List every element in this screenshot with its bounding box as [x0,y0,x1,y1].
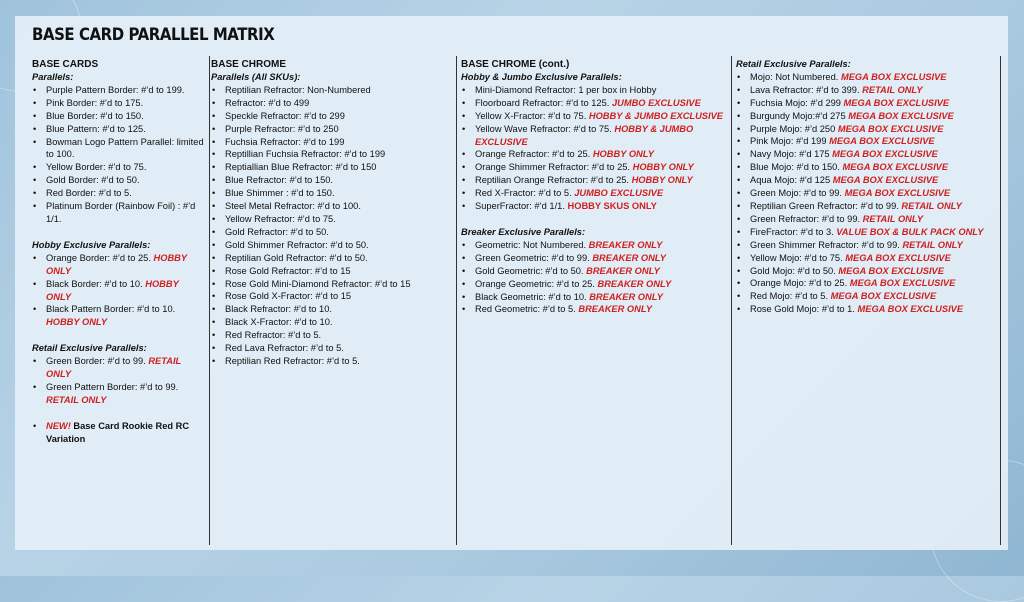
item-text: Green Pattern Border: #’d to 99. [46,381,179,392]
exclusive-tag: BREAKER ONLY [597,278,672,289]
parallel-list [32,252,205,329]
item-text: Aqua Mojo: #’d 125 [750,175,833,186]
item-text: SuperFractor: #’d 1/1. [475,201,568,212]
exclusive-tag: MEGA BOX EXCLUSIVE [845,252,951,263]
list-item [736,277,996,290]
list-item: • Pink Border: #’d to 175. [32,97,205,110]
section-subheading: Hobby Exclusive Parallels: [32,239,151,250]
exclusive-tag: RETAIL ONLY [862,213,924,224]
list-item: • Reptillian Fuchsia Refractor: #’d to 199 [211,148,452,161]
item-text: FireFractor: #’d to 3. [750,226,837,237]
list-item [461,278,727,291]
list-item: • Reptilian Gold Refractor: #’d to 50. [211,252,452,265]
section-subheading: Retail Exclusive Parallels: [736,59,851,69]
item-text: Mini-Diamond Refractor: 1 per box in Hobby [475,84,657,95]
list-item [736,200,996,213]
list-item: • Speckle Refractor: #’d to 299 [211,110,452,123]
item-text: Gold Geometric: #’d to 50. [475,265,587,276]
list-item [736,161,996,174]
list-item [461,187,727,200]
exclusive-tag: HOBBY ONLY [631,175,693,186]
page-title: BASE CARD PARALLEL MATRIX [32,25,275,45]
exclusive-tag: MEGA BOX EXCLUSIVE [842,162,949,173]
list-item [736,252,996,265]
exclusive-tag: RETAIL ONLY [901,200,962,211]
list-item [736,226,996,239]
item-text: Rose Gold Mojo: #’d to 1. [750,304,858,315]
item-text: Green Geometric: #’d to 99. [475,252,593,263]
exclusive-tag: BREAKER ONLY [592,252,667,263]
item-text: Orange Mojo: #’d to 25. [750,278,850,289]
list-item [461,200,727,213]
list-item [736,71,996,84]
exclusive-tag: MEGA BOX EXCLUSIVE [848,110,954,121]
exclusive-tag: RETAIL ONLY [862,84,923,95]
exclusive-tag: HOBBY ONLY [46,278,179,302]
exclusive-tag: MEGA BOX EXCLUSIVE [840,71,947,82]
list-item: • Reptiallian Blue Refractor: #’d to 150 [211,161,452,174]
list-item: • Red Refractor: #’d to 5. [211,329,452,342]
list-item [736,110,996,123]
exclusive-tag: MEGA BOX EXCLUSIVE [838,265,944,276]
exclusive-tag: RETAIL ONLY [46,394,107,405]
parallel-list [736,71,996,316]
list-item [32,420,205,446]
item-text: Gold Mojo: #’d to 50. [750,265,839,276]
item-text: Base Card Rookie Red RC Variation [46,420,190,444]
list-item: • Black Refractor: #’d to 10. [211,303,452,316]
exclusive-tag: MEGA BOX EXCLUSIVE [843,97,950,108]
exclusive-tag: VALUE BOX & BULK PACK ONLY [836,226,984,237]
list-item [461,265,727,278]
item-text: Geometric: Not Numbered. [475,239,589,250]
item-text: Yellow X-Fractor: #’d to 75. [475,110,589,121]
column-retail-exclusive [732,56,1001,545]
list-item [461,174,727,187]
item-text: Reptilian Green Refractor: #’d to 99. [750,200,902,211]
item-text: Navy Mojo: #’d 175 [750,149,833,160]
item-text: Lava Refractor: #’d to 399. [750,84,863,95]
column-base-cards [28,56,210,545]
list-item [461,123,727,149]
list-item [461,110,727,123]
exclusive-tag: BREAKER ONLY [586,265,660,276]
exclusive-tag: BREAKER ONLY [588,239,663,250]
item-text: Black Geometric: #’d to 10. [475,291,590,302]
list-item: • Yellow Border: #’d to 75. [32,161,205,174]
list-item [736,148,996,161]
list-item: • Rose Gold Mini-Diamond Refractor: #’d to 15 [211,278,452,291]
list-item: • Blue Refractor: #’d to 150. [211,174,452,187]
exclusive-tag: JUMBO EXCLUSIVE [611,97,701,108]
item-text: Red Mojo: #’d to 5. [750,291,831,302]
list-item: • Platinum Border (Rainbow Foil) : #’d 1/1. [32,200,205,226]
list-item [736,265,996,278]
list-item [461,84,727,97]
section-subheading: Retail Exclusive Parallels: [32,343,147,354]
exclusive-tag: BREAKER ONLY [578,304,653,315]
item-text: Yellow Mojo: #’d to 75. [750,252,846,263]
list-item: • Gold Border: #’d to 50. [32,174,205,187]
exclusive-tag: JUMBO EXCLUSIVE [574,188,664,199]
content-panel [15,16,1008,550]
item-text: Yellow Wave Refractor: #’d to 75. [475,123,615,134]
list-item [736,303,996,316]
exclusive-tag: HOBBY SKUS ONLY [567,201,657,212]
list-item: • Red Lava Refractor: #’d to 5. [211,342,452,355]
list-item [736,174,996,187]
section-subheading: Parallels (All SKUs): [211,72,301,82]
item-text: Green Shimmer Refractor: #’d to 99. [750,239,903,250]
exclusive-tag: MEGA BOX EXCLUSIVE [849,278,956,289]
exclusive-tag: MEGA BOX EXCLUSIVE [844,188,951,199]
section-subheading: Parallels: [32,72,74,82]
item-text: Green Border: #’d to 99. [46,356,149,367]
exclusive-tag: RETAIL ONLY [46,356,182,380]
list-item [32,252,205,278]
exclusive-tag: MEGA BOX EXCLUSIVE [829,136,935,147]
list-item: • Reptilian Red Refractor: #’d to 5. [211,355,452,368]
exclusive-tag: MEGA BOX EXCLUSIVE [830,291,937,302]
parallel-list [461,84,727,213]
item-text: Floorboard Refractor: #’d to 125. [475,97,612,108]
list-item [736,239,996,252]
list-item: • Blue Border: #’d to 150. [32,110,205,123]
parallel-list [211,84,452,368]
item-text: Pink Mojo: #’d 199 [750,136,830,147]
list-item: • Fuchsia Refractor: #’d to 199 [211,136,452,149]
list-item [736,213,996,226]
column-heading: BASE CARDS [32,59,99,70]
list-item: • Black X-Fractor: #’d to 10. [211,316,452,329]
list-item [461,252,727,265]
exclusive-tag: HOBBY & JUMBO EXCLUSIVE [588,110,723,121]
list-item [32,278,205,304]
parallel-list [32,84,205,226]
item-text: Green Refractor: #’d to 99. [750,213,863,224]
parallel-list [461,239,727,316]
column-base-chrome [207,56,457,545]
list-item [736,135,996,148]
item-text: Orange Border: #’d to 25. [46,252,154,263]
item-text: Orange Shimmer Refractor: #’d to 25. [475,162,633,173]
list-item: • Rose Gold X-Fractor: #’d to 15 [211,290,452,303]
list-item: • Red Border: #’d to 5. [32,187,205,200]
parallel-list [32,420,205,446]
list-item [461,303,727,316]
item-text: Green Mojo: #’d to 99. [750,188,845,199]
list-item: • Blue Pattern: #’d to 125. [32,123,205,136]
list-item: • Purple Refractor: #’d to 250 [211,123,452,136]
list-item: • Gold Refractor: #’d to 50. [211,226,452,239]
parallel-list [32,355,205,407]
list-item: • Purple Pattern Border: #’d to 199. [32,84,205,97]
item-text: Mojo: Not Numbered. [750,71,841,82]
list-item: • Yellow Refractor: #’d to 75. [211,213,452,226]
list-item [736,97,996,110]
exclusive-tag: HOBBY ONLY [592,149,654,160]
item-text: Purple Mojo: #’d 250 [750,123,838,134]
list-item [736,290,996,303]
list-item: • Steel Metal Refractor: #’d to 100. [211,200,452,213]
list-item [461,291,727,304]
list-item: • Refractor: #’d to 499 [211,97,452,110]
item-text: Red X-Fractor: #’d to 5. [475,188,575,199]
list-item: • Rose Gold Refractor: #’d to 15 [211,265,452,278]
exclusive-tag: MEGA BOX EXCLUSIVE [857,304,964,315]
list-item [32,355,205,381]
item-text: Black Border: #’d to 10. [46,278,146,289]
section-subheading: Breaker Exclusive Parallels: [461,226,586,237]
exclusive-tag: HOBBY ONLY [46,252,187,276]
item-text: Red Geometric: #’d to 5. [475,304,579,315]
item-text: Orange Refractor: #’d to 25. [475,149,593,160]
list-item: • Reptilian Refractor: Non-Numbered [211,84,452,97]
list-item [736,187,996,200]
list-item [32,303,205,329]
list-item [461,97,727,110]
exclusive-tag: MEGA BOX EXCLUSIVE [832,175,939,186]
list-item [461,161,727,174]
item-text: Orange Geometric: #’d to 25. [475,278,598,289]
exclusive-tag: HOBBY ONLY [46,317,108,328]
list-item [736,84,996,97]
item-text: Reptilian Orange Refractor: #’d to 25. [475,175,632,186]
column-heading: BASE CHROME [211,59,287,70]
exclusive-tag: BREAKER ONLY [589,291,663,302]
item-text: Fuchsia Mojo: #’d 299 [750,97,844,108]
item-text: Black Pattern Border: #’d to 10. [46,304,176,315]
exclusive-tag: MEGA BOX EXCLUSIVE [832,149,938,160]
list-item [461,239,727,252]
column-base-chrome-cont [457,56,732,545]
exclusive-tag: RETAIL ONLY [902,239,963,250]
exclusive-tag: MEGA BOX EXCLUSIVE [837,123,944,134]
column-heading: BASE CHROME (cont.) [461,59,570,70]
list-item [461,148,727,161]
new-badge: NEW! [46,420,71,431]
list-item: • Gold Shimmer Refractor: #’d to 50. [211,239,452,252]
list-item: • Blue Shimmer : #’d to 150. [211,187,452,200]
list-item: • Bowman Logo Pattern Parallel: limited to 100. [32,136,205,162]
exclusive-tag: HOBBY ONLY [632,162,694,173]
section-subheading: Hobby & Jumbo Exclusive Parallels: [461,72,622,82]
item-text: Blue Mojo: #’d to 150. [750,162,843,173]
exclusive-tag: HOBBY & JUMBO EXCLUSIVE [475,123,694,147]
item-text: Burgundy Mojo:#’d 275 [750,110,849,121]
list-item [32,381,205,407]
list-item [736,123,996,136]
